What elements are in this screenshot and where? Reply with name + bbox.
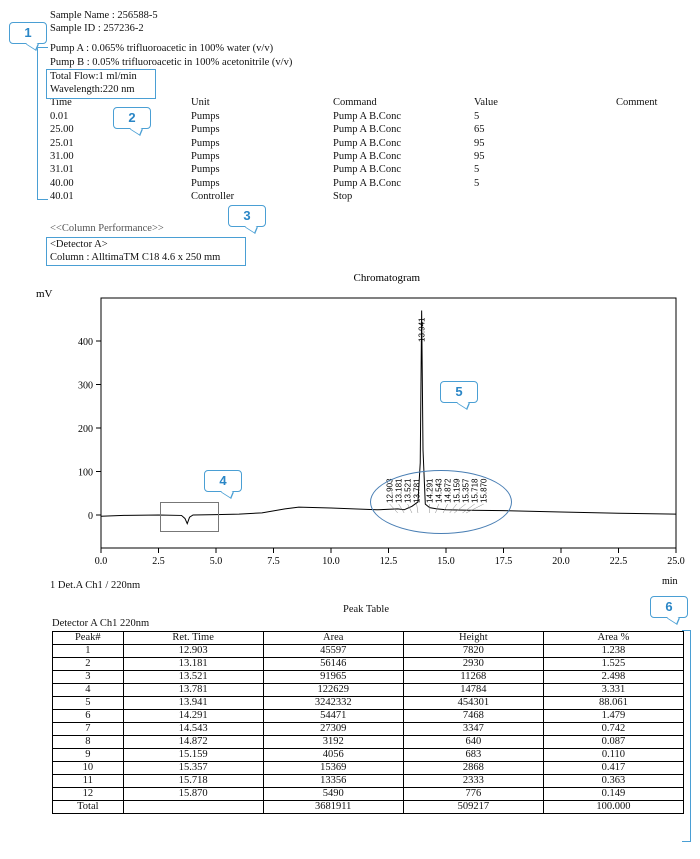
detector-label: <Detector A> — [50, 239, 108, 250]
peak-table — [52, 631, 684, 814]
table-cell: 640 — [403, 736, 543, 749]
table-row — [53, 762, 684, 775]
y-axis-label: mV — [36, 288, 53, 300]
table-cell: 11 — [53, 775, 124, 788]
peak-label: 15.159 — [452, 478, 462, 503]
table-cell: 4056 — [263, 749, 403, 762]
x-tick-label: 20.0 — [552, 556, 570, 567]
table-cell: 13.181 — [123, 658, 263, 671]
method-cell: 40.00 — [50, 177, 74, 189]
table-row — [53, 775, 684, 788]
table-cell: 776 — [403, 788, 543, 801]
table-cell: 1.238 — [543, 645, 683, 658]
table-cell: 2868 — [403, 762, 543, 775]
table-cell: 0.363 — [543, 775, 683, 788]
table-cell: Total — [53, 801, 124, 814]
column-label: Column : AlltimaTM C18 4.6 x 250 mm — [50, 252, 221, 263]
x-tick-label: 0.0 — [94, 556, 108, 567]
table-cell: 683 — [403, 749, 543, 762]
callout-5: 5 — [440, 381, 478, 403]
table-cell: 3192 — [263, 736, 403, 749]
table-cell: 1.525 — [543, 658, 683, 671]
table-cell: 3.331 — [543, 684, 683, 697]
total-flow: Total Flow:1 ml/min — [50, 71, 137, 82]
peak-label: 13.941 — [417, 317, 427, 342]
peak-label: 15.357 — [461, 478, 471, 503]
table-cell: 12.903 — [123, 645, 263, 658]
table-cell: 2930 — [403, 658, 543, 671]
method-header-command: Command — [333, 97, 377, 108]
peak-label: 14.543 — [434, 478, 444, 503]
table-cell: 2.498 — [543, 671, 683, 684]
x-tick-label: 5.0 — [209, 556, 223, 567]
y-tick-label: 400 — [78, 337, 93, 348]
method-header-value: Value — [474, 97, 498, 108]
table-row — [53, 671, 684, 684]
callout-2: 2 — [113, 107, 151, 129]
table-cell: 15369 — [263, 762, 403, 775]
table-row — [53, 736, 684, 749]
method-cell: Pumps — [191, 111, 220, 122]
table-cell: 0.110 — [543, 749, 683, 762]
x-tick-label: 15.0 — [437, 556, 455, 567]
table-cell: 3242332 — [263, 697, 403, 710]
table-cell: 45597 — [263, 645, 403, 658]
table-cell: 7820 — [403, 645, 543, 658]
table-cell: 509217 — [403, 801, 543, 814]
method-cell: 5 — [474, 164, 480, 176]
peak-label: 13.781 — [412, 478, 422, 503]
method-cell: Pump A B.Conc — [333, 111, 401, 122]
table-cell: 5 — [53, 697, 124, 710]
table-cell: 13.941 — [123, 697, 263, 710]
chart-legend: 1 Det.A Ch1 / 220nm — [50, 580, 141, 591]
table-cell: 11268 — [403, 671, 543, 684]
y-tick-label: 300 — [78, 380, 93, 392]
table-cell: 12 — [53, 788, 124, 801]
x-tick-label: 25.0 — [667, 556, 685, 567]
highlight-4 — [160, 502, 219, 532]
x-tick-label: 7.5 — [267, 556, 280, 567]
peak-label: 13.181 — [394, 478, 404, 503]
x-axis-label: min — [662, 576, 678, 587]
method-cell: 5 — [474, 111, 480, 122]
table-row — [53, 723, 684, 736]
method-cell: 95 — [474, 150, 485, 162]
peak-label: 12.903 — [385, 478, 395, 503]
sample-id: Sample ID : 257236-2 — [50, 23, 144, 34]
method-cell: Pumps — [191, 164, 220, 176]
column-header: Area — [263, 632, 403, 645]
method-header-comment: Comment — [616, 97, 658, 108]
table-cell — [123, 801, 263, 814]
callout-1: 1 — [9, 22, 47, 44]
table-cell: 15.870 — [123, 788, 263, 801]
table-cell: 4 — [53, 684, 124, 697]
pump-a: Pump A : 0.065% trifluoroacetic in 100% water (v/v) — [50, 43, 274, 54]
callout-4: 4 — [204, 470, 242, 492]
method-cell: Controller — [191, 190, 235, 202]
table-row — [53, 684, 684, 697]
y-tick-label: 200 — [78, 424, 93, 435]
table-cell: 15.159 — [123, 749, 263, 762]
table-cell: 1 — [53, 645, 124, 658]
table-cell: 14.872 — [123, 736, 263, 749]
table-row — [53, 788, 684, 801]
peak-table-detector: Detector A Ch1 220nm — [52, 618, 150, 629]
peak-label: 13.521 — [403, 478, 413, 503]
column-header: Ret. Time — [123, 632, 263, 645]
peak-label: 15.718 — [470, 478, 480, 503]
method-cell: Pump A B.Conc — [333, 164, 401, 176]
table-cell: 27309 — [263, 723, 403, 736]
table-cell: 7 — [53, 723, 124, 736]
pump-b: Pump B : 0.05% trifluoroacetic in 100% acetonitrile (v/v) — [50, 57, 293, 68]
table-row — [53, 645, 684, 658]
method-cell: Pumps — [191, 177, 220, 189]
table-cell: 5490 — [263, 788, 403, 801]
wavelength: Wavelength:220 nm — [50, 84, 135, 95]
method-cell: Pumps — [191, 150, 220, 162]
method-cell: Pump A B.Conc — [333, 150, 401, 162]
column-header: Height — [403, 632, 543, 645]
x-tick-label: 2.5 — [152, 556, 165, 567]
y-tick-label: 0 — [88, 511, 93, 522]
table-cell: 3 — [53, 671, 124, 684]
table-cell: 8 — [53, 736, 124, 749]
table-row — [53, 697, 684, 710]
method-cell: Pump A B.Conc — [333, 177, 401, 189]
peak-label: 14.872 — [443, 478, 453, 503]
table-row — [53, 710, 684, 723]
method-cell: Pumps — [191, 137, 220, 149]
table-cell: 15.357 — [123, 762, 263, 775]
x-tick-label: 10.0 — [322, 556, 340, 567]
table-row — [53, 658, 684, 671]
method-cell: 5 — [474, 177, 480, 189]
table-row — [53, 801, 684, 814]
table-cell: 1.479 — [543, 710, 683, 723]
highlight-5 — [370, 470, 512, 534]
table-cell: 0.742 — [543, 723, 683, 736]
method-cell: 31.01 — [50, 164, 74, 176]
highlight-2 — [46, 69, 156, 99]
peak-table-title: Peak Table — [343, 604, 390, 615]
table-cell: 13356 — [263, 775, 403, 788]
table-cell: 0.087 — [543, 736, 683, 749]
table-cell: 2333 — [403, 775, 543, 788]
table-cell: 15.718 — [123, 775, 263, 788]
callout-6: 6 — [650, 596, 688, 618]
method-cell: 65 — [474, 124, 485, 136]
x-tick-label: 12.5 — [379, 556, 398, 567]
callout-3: 3 — [228, 205, 266, 227]
x-tick-label: 22.5 — [609, 556, 628, 567]
chart-title: Chromatogram — [353, 272, 421, 284]
table-cell: 0.149 — [543, 788, 683, 801]
table-cell: 14.543 — [123, 723, 263, 736]
table-cell: 13.521 — [123, 671, 263, 684]
table-cell: 14.291 — [123, 710, 263, 723]
table-cell: 9 — [53, 749, 124, 762]
sample-name: Sample Name : 256588-5 — [50, 10, 158, 21]
table-cell: 7468 — [403, 710, 543, 723]
method-cell: 0.01 — [50, 111, 69, 122]
column-header: Area % — [543, 632, 683, 645]
table-cell: 3681911 — [263, 801, 403, 814]
method-cell: Pump A B.Conc — [333, 137, 401, 149]
table-cell: 10 — [53, 762, 124, 775]
method-cell: 95 — [474, 137, 485, 149]
table-cell: 88.061 — [543, 697, 683, 710]
method-cell: 40.01 — [50, 190, 74, 202]
table-cell: 100.000 — [543, 801, 683, 814]
peak-label: 14.291 — [425, 478, 435, 503]
table-cell: 6 — [53, 710, 124, 723]
table-cell: 0.417 — [543, 762, 683, 775]
peak-label: 15.870 — [479, 478, 489, 503]
method-cell: Stop — [333, 190, 353, 202]
table-cell: 454301 — [403, 697, 543, 710]
method-cell: 25.01 — [50, 137, 74, 149]
peak-table-header — [53, 632, 684, 645]
method-cell: Pump A B.Conc — [333, 124, 401, 136]
column-performance-title: <<Column Performance>> — [50, 223, 164, 234]
method-header-unit: Unit — [191, 97, 210, 108]
x-tick-label: 17.5 — [494, 556, 513, 567]
method-cell: 31.00 — [50, 150, 74, 162]
highlight-3 — [46, 237, 246, 266]
table-cell: 2 — [53, 658, 124, 671]
method-header-time: Time — [50, 97, 72, 108]
table-row — [53, 749, 684, 762]
method-cell: Pumps — [191, 124, 220, 136]
table-cell: 122629 — [263, 684, 403, 697]
method-cell: 25.00 — [50, 124, 74, 136]
table-cell: 54471 — [263, 710, 403, 723]
table-cell: 56146 — [263, 658, 403, 671]
table-cell: 13.781 — [123, 684, 263, 697]
table-cell: 14784 — [403, 684, 543, 697]
table-cell: 3347 — [403, 723, 543, 736]
bracket-6 — [682, 630, 691, 842]
column-header: Peak# — [53, 632, 124, 645]
y-tick-label: 100 — [78, 467, 93, 479]
table-cell: 91965 — [263, 671, 403, 684]
